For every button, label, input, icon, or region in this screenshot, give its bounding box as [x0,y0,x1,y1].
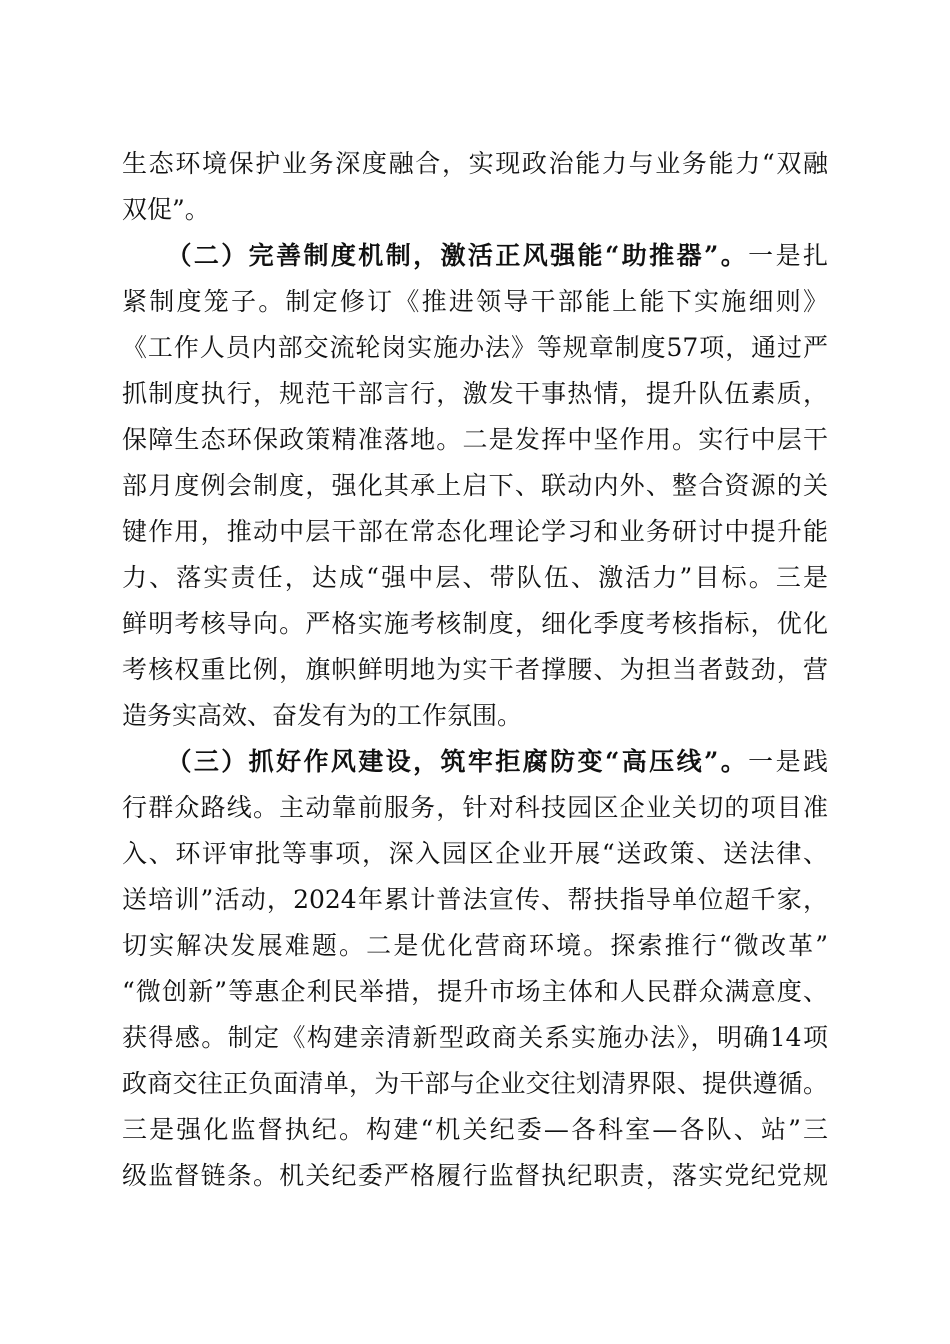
paragraph-text: 考核权重比例，旗帜鲜明地为实干者撑腰、为担当者鼓劲，营 [122,655,828,684]
section-heading: （二）完善制度机制，激活正风强能“助推器”。 [122,241,749,270]
paragraph-text: 力、落实责任，达成“强中层、带队伍、激活力”目标。三是 [122,563,828,592]
paragraph-text: 入、环评审批等事项，深入园区企业开展“送政策、送法律、 [122,839,828,868]
paragraph-text: 行群众路线。主动靠前服务，针对科技园区企业关切的项目准 [122,793,828,822]
text-line [122,233,828,279]
text-line [122,1061,828,1107]
text-line [122,923,828,969]
text-line [122,279,828,325]
paragraph-text: “微创新”等惠企利民举措，提升市场主体和人民群众满意度、 [122,977,828,1006]
paragraph-text: 三是强化监督执纪。构建“机关纪委—各科室—各队、站”三 [122,1115,828,1144]
text-line [122,785,828,831]
text-line [122,463,828,509]
text-line [122,141,828,187]
text-line [122,877,828,923]
body-text [122,141,828,1199]
text-line [122,325,828,371]
paragraph-text: 获得感。制定《构建亲清新型政商关系实施办法》，明确14项 [122,1023,828,1052]
text-line [122,831,828,877]
paragraph-text: 双促”。 [122,195,210,224]
paragraph-text: 造务实高效、奋发有为的工作氛围。 [122,701,523,730]
text-line [122,509,828,555]
paragraph-text: 切实解决发展难题。二是优化营商环境。探索推行“微改革” [122,931,828,960]
paragraph-text: 送培训”活动，2024年累计普法宣传、帮扶指导单位超千家， [122,885,828,914]
paragraph-text: 一是扎 [748,241,828,270]
paragraph-text: 部月度例会制度，强化其承上启下、联动内外、整合资源的关 [122,471,828,500]
text-line [122,693,828,739]
text-line [122,1153,828,1199]
paragraph-text: 《工作人员内部交流轮岗实施办法》等规章制度57项，通过严 [122,333,828,362]
paragraph-text: 一是践 [748,747,828,776]
text-line [122,371,828,417]
text-line [122,739,828,785]
text-line [122,187,828,233]
text-line [122,601,828,647]
text-line [122,969,828,1015]
paragraph-text: 紧制度笼子。制定修订《推进领导干部能上能下实施细则》 [122,287,828,316]
paragraph-text: 级监督链条。机关纪委严格履行监督执纪职责，落实党纪党规 [122,1161,828,1190]
text-line [122,417,828,463]
section-heading: （三）抓好作风建设，筑牢拒腐防变“高压线”。 [122,747,749,776]
text-line [122,647,828,693]
text-line [122,1015,828,1061]
paragraph-text: 保障生态环保政策精准落地。二是发挥中坚作用。实行中层干 [122,425,828,454]
paragraph-text: 鲜明考核导向。严格实施考核制度，细化季度考核指标，优化 [122,609,828,638]
paragraph-text: 生态环境保护业务深度融合，实现政治能力与业务能力“双融 [122,149,828,178]
text-line [122,1107,828,1153]
paragraph-text: 政商交往正负面清单，为干部与企业交往划清界限、提供遵循。 [122,1069,828,1098]
paragraph-text: 键作用，推动中层干部在常态化理论学习和业务研讨中提升能 [122,517,828,546]
text-line [122,555,828,601]
paragraph-text: 抓制度执行，规范干部言行，激发干事热情，提升队伍素质， [122,379,828,408]
